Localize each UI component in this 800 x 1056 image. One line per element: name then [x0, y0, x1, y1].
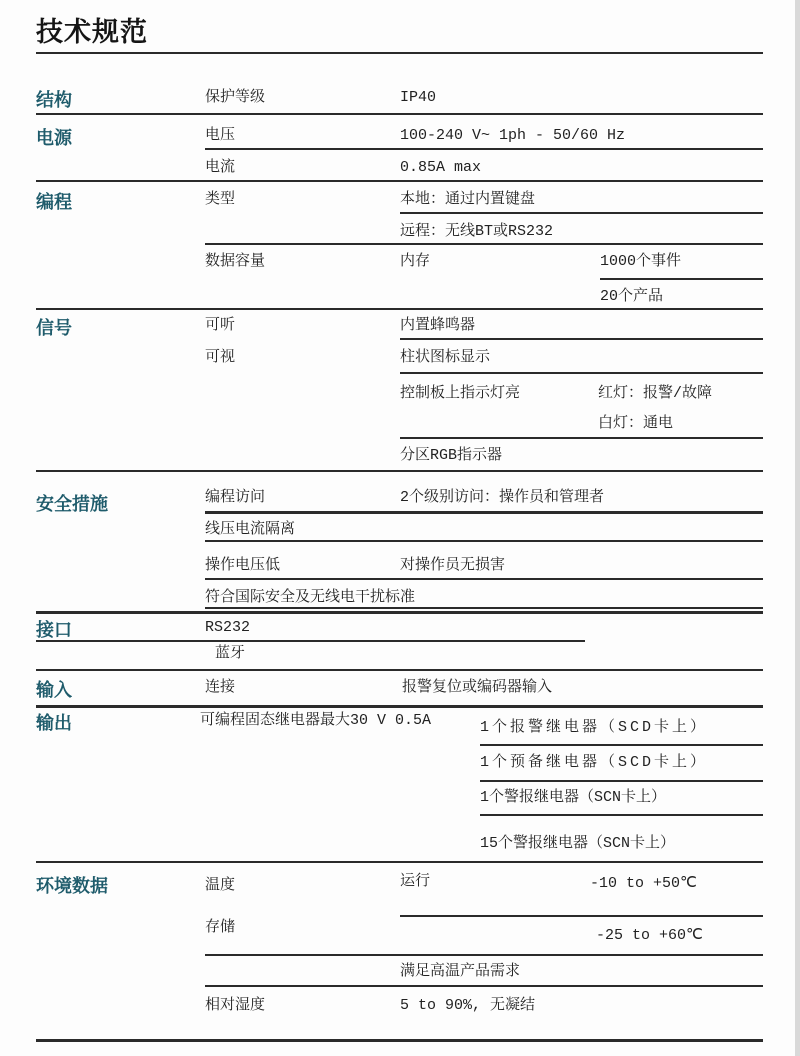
memory-label: 内存 — [400, 253, 431, 270]
rgb-indicator-value: 分区RGB指示器 — [400, 447, 503, 464]
audible-value: 内置蜂鸣器 — [400, 317, 476, 334]
row-divider — [205, 148, 763, 150]
programming-access-label: 编程访问 — [205, 489, 266, 506]
section-divider — [36, 705, 763, 708]
rs232-value: RS232 — [205, 619, 251, 636]
visual-label: 可视 — [205, 349, 236, 366]
row-divider — [36, 640, 585, 642]
section-divider — [36, 180, 763, 182]
row-divider — [600, 278, 763, 280]
row-divider — [400, 338, 763, 340]
standards-value: 符合国际安全及无线电干扰标准 — [205, 589, 416, 606]
panel-indicator-label: 控制板上指示灯亮 — [400, 385, 521, 402]
red-light-value: 红灯：报警/故障 — [598, 385, 713, 402]
page-title: 技术规范 — [36, 17, 148, 47]
section-heading-input: 输入 — [36, 680, 72, 700]
white-light-value: 白灯：通电 — [598, 415, 674, 432]
line-isolation-value: 线压电流隔离 — [205, 521, 296, 538]
row-divider — [205, 540, 763, 542]
row-divider — [205, 511, 763, 514]
section-heading-structure: 结构 — [36, 90, 72, 110]
section-heading-interface: 接口 — [36, 620, 72, 640]
relay-item: 15个警报继电器（SCN卡上） — [480, 835, 676, 852]
relay-rating-label: 可编程固态继电器最大30 V 0.5A — [200, 712, 432, 729]
section-divider — [36, 308, 763, 310]
audible-label: 可听 — [205, 317, 236, 334]
section-divider — [36, 861, 763, 863]
humidity-label: 相对湿度 — [205, 997, 266, 1014]
row-divider — [205, 243, 763, 245]
programming-access-value: 2个级别访问：操作员和管理者 — [400, 489, 605, 506]
section-heading-programming: 编程 — [36, 192, 72, 212]
humidity-value: 5 to 90%, 无凝结 — [400, 997, 536, 1014]
visual-value: 柱状图标显示 — [400, 349, 491, 366]
row-divider — [480, 780, 763, 782]
row-divider — [36, 113, 763, 115]
connection-label: 连接 — [205, 679, 236, 696]
temperature-label: 温度 — [205, 877, 236, 894]
section-heading-signal: 信号 — [36, 318, 72, 338]
page-bottom-divider — [36, 1039, 763, 1042]
programming-type-local: 本地：通过内置键盘 — [400, 191, 536, 208]
memory-products-value: 20个产品 — [600, 288, 664, 305]
programming-type-label: 类型 — [205, 191, 236, 208]
section-heading-power: 电源 — [36, 128, 72, 148]
high-temp-note: 满足高温产品需求 — [400, 963, 521, 980]
operating-temp-value: -10 to +50℃ — [590, 875, 697, 892]
section-heading-environment: 环境数据 — [36, 876, 108, 896]
current-label: 电流 — [205, 159, 236, 176]
bluetooth-value: 蓝牙 — [215, 645, 246, 662]
title-divider — [36, 52, 763, 54]
row-divider — [205, 985, 763, 987]
row-divider — [400, 372, 763, 374]
connection-value: 报警复位或编码器输入 — [402, 679, 553, 696]
operating-label: 运行 — [400, 873, 431, 890]
programming-type-remote: 远程：无线BT或RS232 — [400, 223, 554, 240]
protection-value: IP40 — [400, 89, 437, 106]
row-divider — [205, 954, 763, 956]
row-divider — [205, 578, 763, 580]
low-voltage-label: 操作电压低 — [205, 557, 281, 574]
row-divider — [400, 915, 763, 917]
storage-label: 存储 — [205, 919, 236, 936]
current-value: 0.85A max — [400, 159, 482, 176]
relay-item: 1个预备继电器（SCD卡上） — [480, 754, 709, 771]
voltage-value: 100-240 V~ 1ph - 50/60 Hz — [400, 127, 626, 144]
storage-temp-value: -25 to +60℃ — [596, 927, 703, 944]
section-divider — [36, 470, 763, 472]
row-divider — [480, 814, 763, 816]
section-heading-output: 输出 — [36, 713, 72, 733]
low-voltage-value: 对操作员无损害 — [400, 557, 506, 574]
row-divider — [400, 212, 763, 214]
section-heading-safety: 安全措施 — [36, 494, 108, 514]
row-divider — [400, 437, 763, 439]
row-divider — [205, 607, 763, 609]
section-divider — [36, 611, 763, 614]
memory-events-value: 1000个事件 — [600, 253, 682, 270]
scan-edge-artifact — [795, 0, 800, 1056]
data-capacity-label: 数据容量 — [205, 253, 266, 270]
relay-item: 1个报警继电器（SCD卡上） — [480, 719, 709, 736]
row-divider — [480, 744, 763, 746]
voltage-label: 电压 — [205, 127, 236, 144]
protection-label: 保护等级 — [205, 89, 266, 106]
section-divider — [36, 669, 763, 671]
relay-item: 1个警报继电器（SCN卡上） — [480, 789, 667, 806]
